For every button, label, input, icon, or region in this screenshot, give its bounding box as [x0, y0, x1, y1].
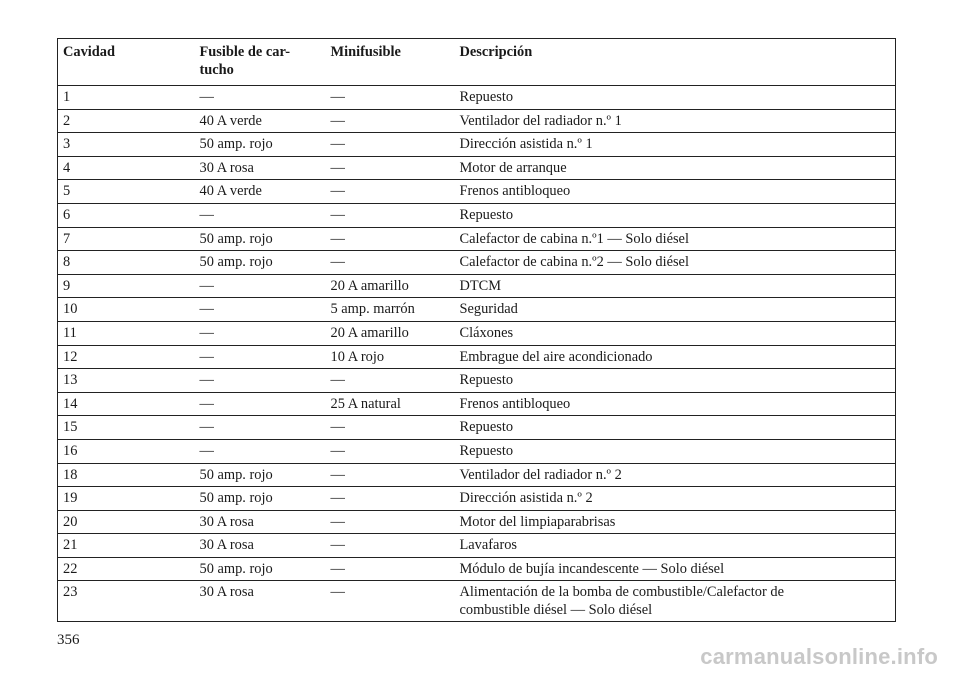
cell-cavidad	[58, 534, 195, 558]
cell-fusible-text: —	[199, 348, 214, 365]
table-row	[58, 416, 896, 440]
cell-descripcion-text: Motor de arranque	[459, 159, 567, 176]
cell-descripcion	[455, 345, 896, 369]
cell-minifusible	[326, 203, 455, 227]
cell-cavidad	[58, 416, 195, 440]
cell-fusible-text: 50 amp. rojo	[199, 230, 273, 247]
cell-cavidad	[58, 369, 195, 393]
cell-fusible-text: 50 amp. rojo	[199, 560, 273, 577]
cell-descripcion	[455, 180, 896, 204]
cell-descripcion	[455, 321, 896, 345]
cell-fusible	[195, 109, 326, 133]
cell-cavidad-text: 22	[63, 560, 78, 577]
cell-minifusible	[326, 463, 455, 487]
cell-cavidad-text: 18	[63, 466, 78, 483]
cell-minifusible	[326, 109, 455, 133]
cell-minifusible	[326, 251, 455, 275]
cell-descripcion-text: Dirección asistida n.º 2	[459, 490, 593, 507]
cell-minifusible-text: —	[330, 183, 345, 200]
cell-fusible	[195, 510, 326, 534]
cell-minifusible-text: 20 A amarillo	[330, 324, 409, 341]
cell-cavidad-text: 7	[63, 230, 71, 247]
cell-fusible-text: —	[199, 206, 214, 223]
cell-minifusible-text: 5 amp. marrón	[330, 301, 415, 318]
cell-cavidad	[58, 86, 195, 110]
cell-cavidad	[58, 251, 195, 275]
cell-minifusible-text: —	[330, 136, 345, 153]
table-row	[58, 487, 896, 511]
cell-descripcion	[455, 463, 896, 487]
cell-descripcion	[455, 510, 896, 534]
cell-fusible	[195, 392, 326, 416]
cell-descripcion-text: Módulo de bujía incandescente — Solo diésel	[459, 560, 725, 577]
cell-cavidad-text: 5	[63, 183, 71, 200]
cell-descripcion-text: DTCM	[459, 277, 502, 294]
cell-descripcion-text: Ventilador del radiador n.º 2	[459, 466, 622, 483]
cell-cavidad-text: 19	[63, 490, 78, 507]
cell-fusible-text: 50 amp. rojo	[199, 490, 273, 507]
cell-minifusible	[326, 510, 455, 534]
cell-minifusible-text: —	[330, 206, 345, 223]
cell-fusible-text: 30 A rosa	[199, 159, 254, 176]
cell-descripcion-text: Cláxones	[459, 324, 514, 341]
cell-fusible	[195, 86, 326, 110]
cell-descripcion-text: Repuesto	[459, 419, 514, 436]
cell-descripcion	[455, 369, 896, 393]
cell-fusible-text: 50 amp. rojo	[199, 254, 273, 271]
cell-fusible	[195, 321, 326, 345]
table-row	[58, 557, 896, 581]
cell-cavidad	[58, 274, 195, 298]
table-row	[58, 345, 896, 369]
cell-minifusible	[326, 298, 455, 322]
cell-fusible	[195, 463, 326, 487]
cell-cavidad-text: 14	[63, 395, 78, 412]
cell-descripcion	[455, 416, 896, 440]
cell-minifusible	[326, 439, 455, 463]
cell-fusible	[195, 156, 326, 180]
table-row	[58, 581, 896, 622]
cell-fusible-text: 40 A verde	[199, 112, 262, 129]
cell-cavidad	[58, 227, 195, 251]
cell-descripcion-text: Lavafaros	[459, 537, 518, 554]
cell-descripcion-text: Repuesto	[459, 372, 514, 389]
cell-fusible	[195, 227, 326, 251]
cell-fusible	[195, 557, 326, 581]
cell-fusible	[195, 581, 326, 622]
table-row	[58, 109, 896, 133]
table-row	[58, 369, 896, 393]
cell-cavidad	[58, 203, 195, 227]
cell-minifusible-text: 10 A rojo	[330, 348, 385, 365]
cell-descripcion	[455, 203, 896, 227]
cell-fusible	[195, 133, 326, 157]
cell-fusible-text: 50 amp. rojo	[199, 136, 273, 153]
cell-minifusible-text: —	[330, 89, 345, 105]
cell-minifusible-text: —	[330, 230, 345, 247]
table-row	[58, 463, 896, 487]
cell-descripcion-text: Repuesto	[459, 206, 514, 223]
table-row	[58, 534, 896, 558]
cell-minifusible-text: —	[330, 513, 345, 530]
table-row	[58, 510, 896, 534]
cell-fusible-text: 50 amp. rojo	[199, 466, 273, 483]
cell-fusible-text: —	[199, 277, 214, 294]
cell-fusible	[195, 345, 326, 369]
cell-minifusible	[326, 487, 455, 511]
cell-cavidad-text: 21	[63, 537, 78, 554]
cell-minifusible-text: —	[330, 372, 345, 389]
table-row	[58, 392, 896, 416]
cell-minifusible-text: 25 A natural	[330, 395, 401, 412]
cell-descripcion-text: Frenos antibloqueo	[459, 395, 571, 412]
cell-descripcion-text: Repuesto	[459, 442, 514, 459]
cell-minifusible-text: —	[330, 254, 345, 271]
header-minifusible: Minifusible	[326, 39, 455, 86]
table-row	[58, 251, 896, 275]
table-row	[58, 321, 896, 345]
cell-fusible	[195, 534, 326, 558]
cell-descripcion	[455, 392, 896, 416]
table-row	[58, 439, 896, 463]
cell-fusible	[195, 203, 326, 227]
cell-minifusible	[326, 86, 455, 110]
cell-descripcion	[455, 133, 896, 157]
cell-minifusible	[326, 345, 455, 369]
cell-descripcion	[455, 581, 896, 622]
cell-fusible	[195, 298, 326, 322]
cell-descripcion-text: Ventilador del radiador n.º 1	[459, 112, 622, 129]
cell-cavidad	[58, 557, 195, 581]
table-row	[58, 203, 896, 227]
table-row	[58, 180, 896, 204]
cell-minifusible	[326, 156, 455, 180]
cell-cavidad	[58, 180, 195, 204]
cell-fusible-text: 40 A verde	[199, 183, 262, 200]
header-fusible-line2: tucho	[199, 62, 234, 78]
cell-descripcion-text: Frenos antibloqueo	[459, 183, 571, 200]
cell-descripcion-text: Calefactor de cabina n.º1 — Solo diésel	[459, 230, 689, 247]
cell-descripcion-text: Repuesto	[459, 89, 514, 105]
cell-descripcion-text: Dirección asistida n.º 1	[459, 136, 593, 153]
cell-cavidad-text: 20	[63, 513, 78, 530]
cell-cavidad-text: 2	[63, 112, 71, 129]
cell-descripcion	[455, 439, 896, 463]
header-fusible	[195, 39, 326, 86]
cell-fusible-text: 30 A rosa	[199, 584, 254, 601]
cell-descripcion	[455, 156, 896, 180]
cell-cavidad-text: 8	[63, 254, 71, 271]
table-row	[58, 227, 896, 251]
cell-cavidad	[58, 298, 195, 322]
cell-minifusible	[326, 133, 455, 157]
cell-cavidad-text: 10	[63, 301, 78, 318]
cell-cavidad-text: 9	[63, 277, 71, 294]
cell-cavidad	[58, 392, 195, 416]
cell-cavidad-text: 15	[63, 419, 78, 436]
cell-descripcion	[455, 227, 896, 251]
cell-minifusible	[326, 274, 455, 298]
cell-fusible-text: 30 A rosa	[199, 513, 254, 530]
header-fusible-line1: Fusible de car-	[199, 44, 291, 60]
cell-minifusible	[326, 227, 455, 251]
table-body	[58, 86, 896, 622]
cell-fusible	[195, 369, 326, 393]
page-number: 356	[57, 632, 80, 648]
cell-fusible	[195, 416, 326, 440]
table-row	[58, 298, 896, 322]
cell-cavidad-text: 1	[63, 89, 71, 105]
cell-descripcion	[455, 534, 896, 558]
cell-fusible-text: 30 A rosa	[199, 537, 254, 554]
cell-cavidad-text: 23	[63, 584, 78, 601]
cell-fusible-text: —	[199, 442, 214, 459]
cell-cavidad-text: 3	[63, 136, 71, 153]
cell-descripcion	[455, 487, 896, 511]
cell-minifusible-text: —	[330, 584, 345, 601]
cell-minifusible-text: —	[330, 419, 345, 436]
cell-cavidad-text: 4	[63, 159, 71, 176]
cell-descripcion	[455, 109, 896, 133]
cell-cavidad	[58, 321, 195, 345]
cell-minifusible-text: —	[330, 537, 345, 554]
cell-cavidad	[58, 487, 195, 511]
cell-cavidad	[58, 510, 195, 534]
cell-minifusible	[326, 180, 455, 204]
cell-cavidad	[58, 345, 195, 369]
cell-fusible-text: —	[199, 89, 214, 105]
cell-descripcion-text: Alimentación de la bomba de combustible/Calefactor de	[459, 584, 784, 601]
table-row	[58, 133, 896, 157]
header-cavidad: Cavidad	[58, 39, 195, 86]
cell-cavidad-text: 6	[63, 206, 71, 223]
cell-fusible-text: —	[199, 324, 214, 341]
cell-cavidad-text: 13	[63, 372, 78, 389]
cell-descripcion	[455, 86, 896, 110]
cell-cavidad	[58, 156, 195, 180]
cell-minifusible-text: —	[330, 112, 345, 129]
table-header-row	[58, 39, 896, 86]
cell-cavidad	[58, 581, 195, 622]
cell-minifusible	[326, 416, 455, 440]
cell-cavidad	[58, 133, 195, 157]
fuse-table	[57, 38, 896, 622]
cell-cavidad	[58, 109, 195, 133]
cell-minifusible	[326, 369, 455, 393]
cell-descripcion	[455, 298, 896, 322]
cell-fusible-text: —	[199, 301, 214, 318]
cell-fusible-text: —	[199, 372, 214, 389]
cell-minifusible-text: —	[330, 442, 345, 459]
cell-fusible	[195, 439, 326, 463]
cell-minifusible	[326, 581, 455, 622]
cell-minifusible	[326, 557, 455, 581]
table-row	[58, 86, 896, 110]
header-descripcion: Descripción	[455, 39, 896, 86]
cell-descripcion-text-line2: combustible diésel — Solo diésel	[459, 602, 653, 619]
cell-minifusible-text: —	[330, 490, 345, 507]
cell-minifusible	[326, 321, 455, 345]
cell-descripcion-text: Motor del limpiaparabrisas	[459, 513, 616, 530]
cell-minifusible	[326, 392, 455, 416]
cell-cavidad	[58, 463, 195, 487]
cell-fusible	[195, 251, 326, 275]
table-row	[58, 156, 896, 180]
cell-cavidad-text: 12	[63, 348, 78, 365]
cell-descripcion-text: Embrague del aire acondicionado	[459, 348, 653, 365]
cell-cavidad	[58, 439, 195, 463]
cell-minifusible-text: —	[330, 466, 345, 483]
cell-descripcion-text: Seguridad	[459, 301, 518, 318]
cell-descripcion	[455, 251, 896, 275]
cell-fusible	[195, 180, 326, 204]
cell-minifusible-text: —	[330, 560, 345, 577]
cell-cavidad-text: 16	[63, 442, 78, 459]
cell-fusible	[195, 274, 326, 298]
cell-minifusible	[326, 534, 455, 558]
cell-descripcion-text: Calefactor de cabina n.º2 — Solo diésel	[459, 254, 689, 271]
watermark-text: carmanualsonline.info	[700, 644, 938, 669]
cell-fusible-text: —	[199, 395, 214, 412]
table-row	[58, 274, 896, 298]
cell-minifusible-text: 20 A amarillo	[330, 277, 409, 294]
cell-fusible-text: —	[199, 419, 214, 436]
cell-descripcion	[455, 557, 896, 581]
cell-minifusible-text: —	[330, 159, 345, 176]
cell-cavidad-text: 11	[63, 324, 77, 341]
cell-fusible	[195, 487, 326, 511]
cell-descripcion	[455, 274, 896, 298]
